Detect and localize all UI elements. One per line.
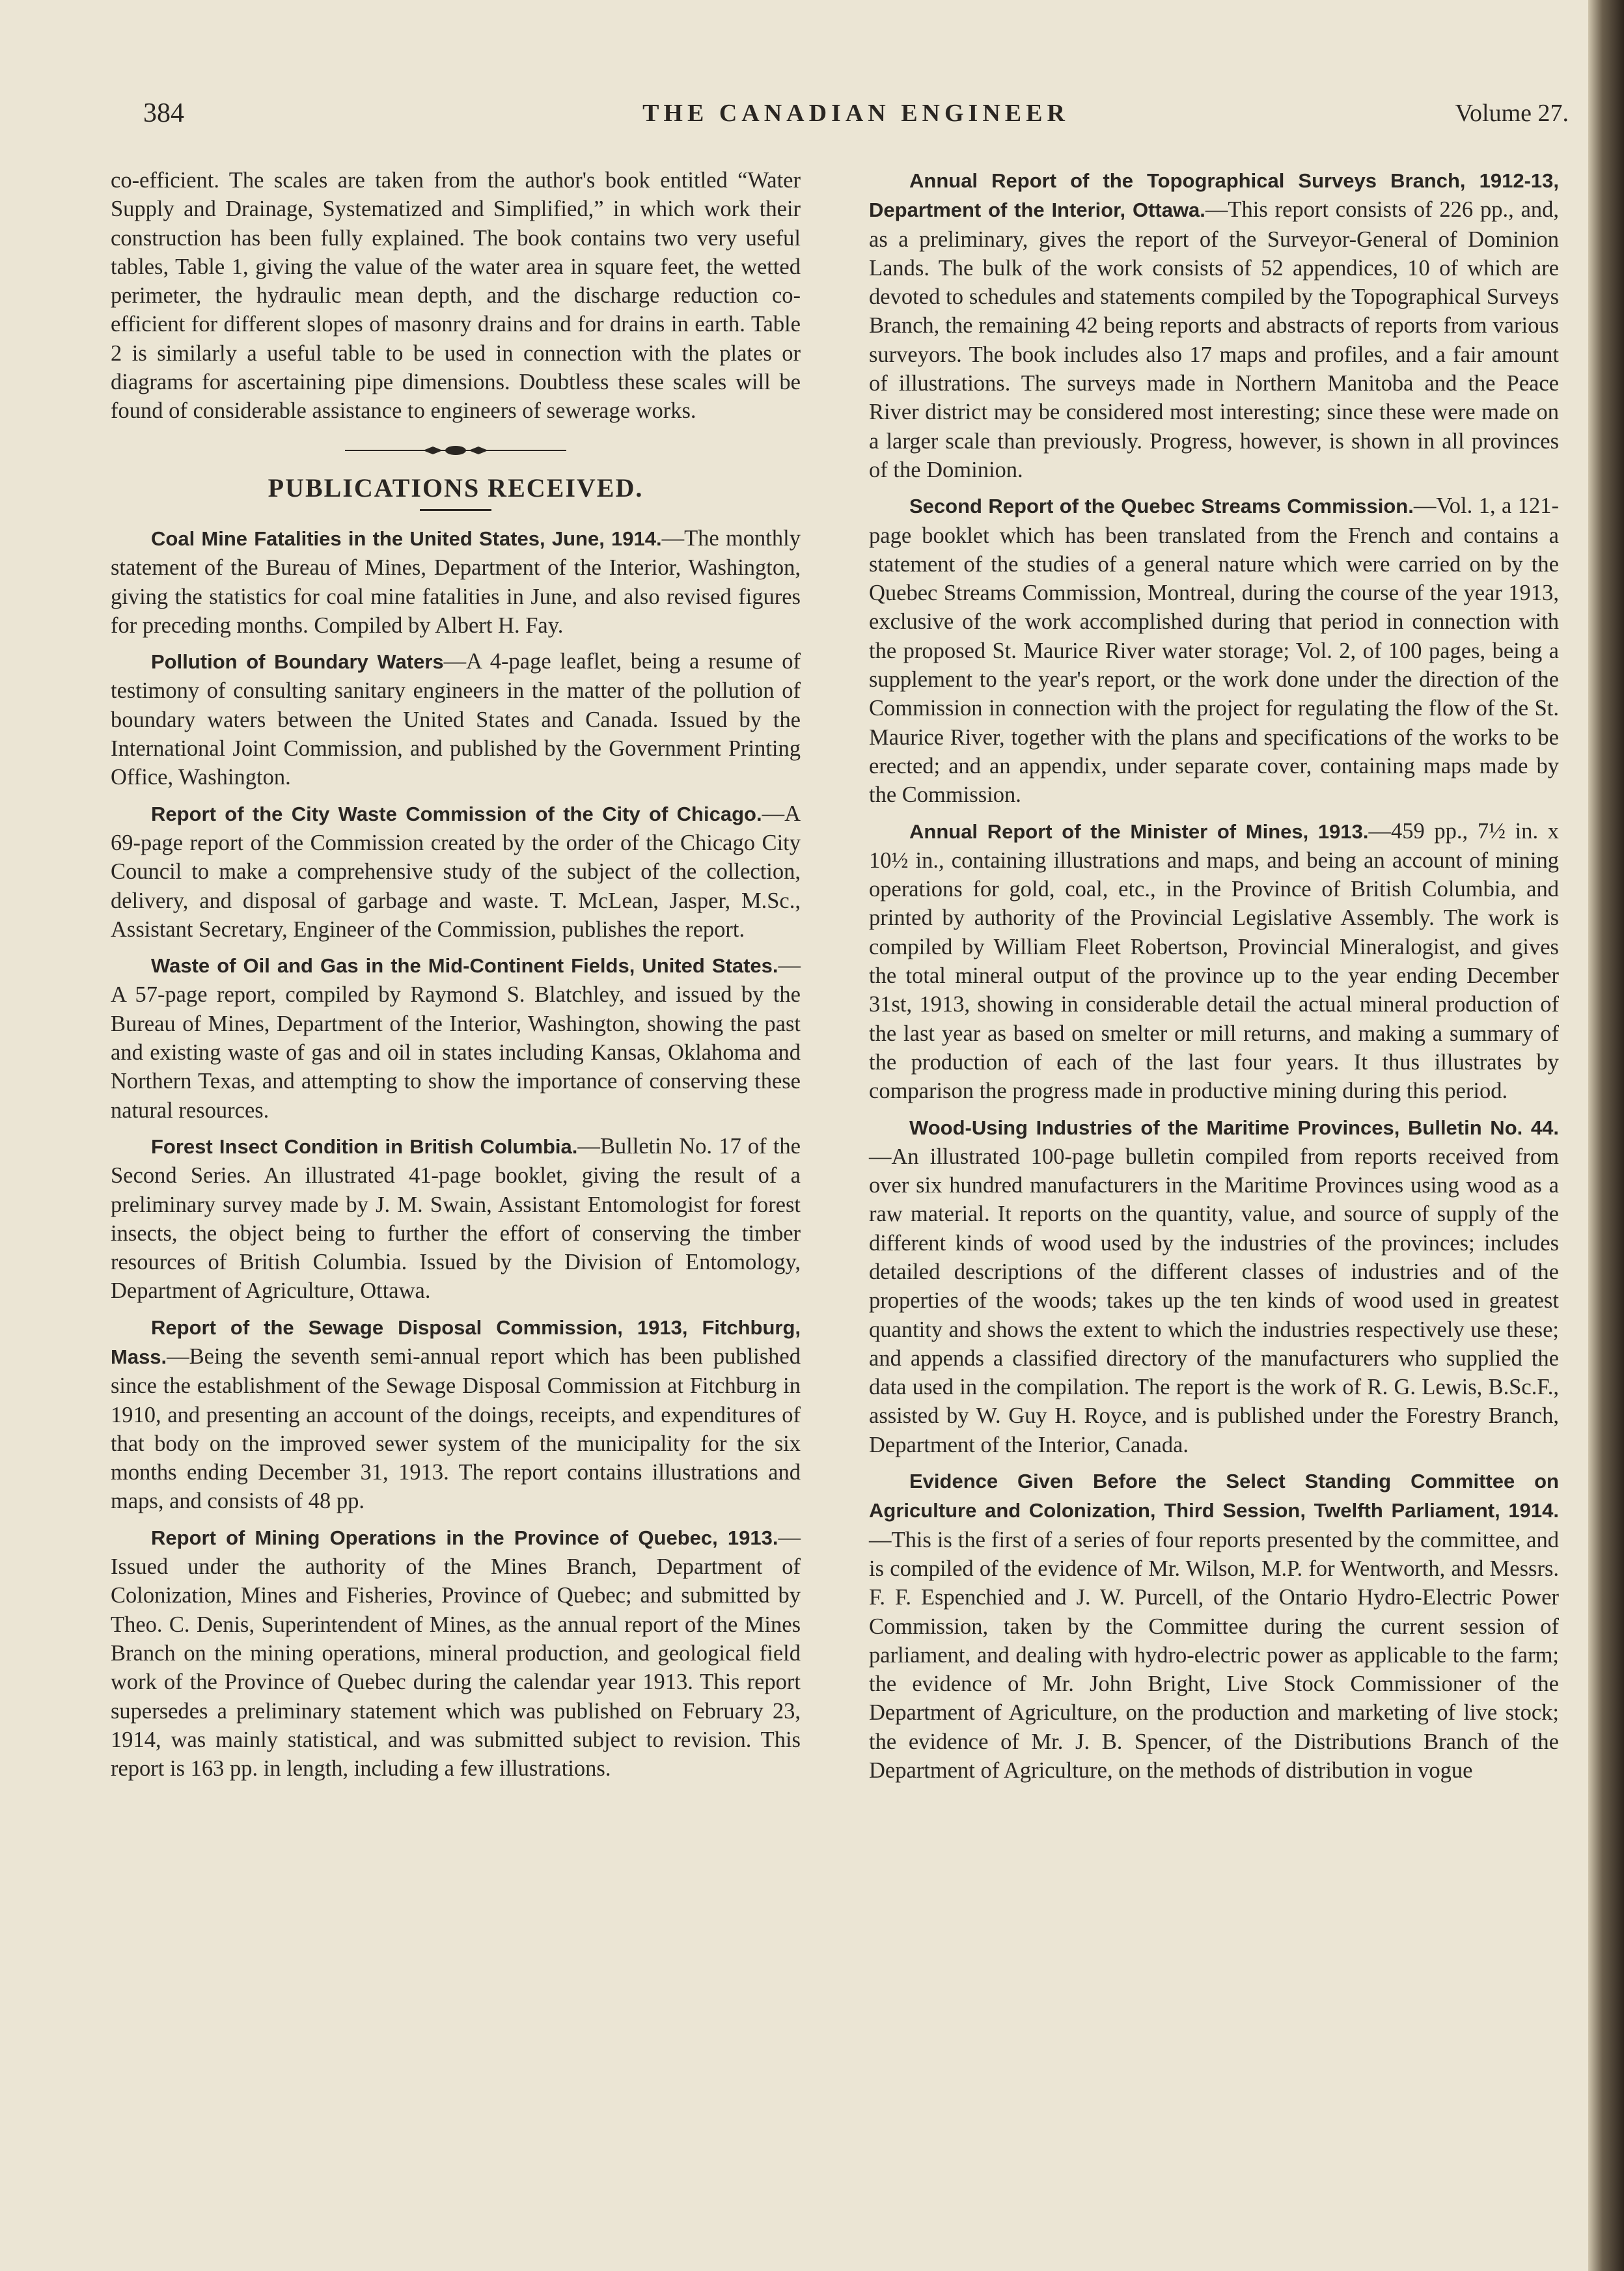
publication-entry bbox=[869, 166, 1559, 484]
entry-title: Forest Insect Condition in British Columbia. bbox=[151, 1135, 578, 1158]
entry-title: Wood-Using Industries of the Maritime Provinces, Bulletin No. 44. bbox=[909, 1116, 1559, 1139]
ornament-divider bbox=[111, 444, 801, 457]
entry-text: —An illustrated 100-page bulletin compiled from reports received from over six hundred manufacturers in the Maritime Provinces using wood as a raw material. It reports on the quantity, value, and source of supply of the different kinds of wood used by the industries of the provinces; includes detailed descriptions of the different classes of industries and of the properties of the woods; takes up the ten kinds of wood used in greatest quantity and shows the extent to which the industries respectively use these; and appends a classified directory of the manufacturers who supplied the data used in the compilation. The report is the work of R. G. Lewis, B.Sc.F., assisted by W. Guy H. Royce, and is published under the Forestry Branch, Department of the Interior, Canada. bbox=[869, 1144, 1559, 1457]
right-column bbox=[869, 166, 1559, 1792]
entry-title: Annual Report of the Topographical Surveys Branch, 1912-13, Department of the Interior, Ottawa. bbox=[869, 169, 1559, 222]
journal-title: THE CANADIAN ENGINEER bbox=[642, 100, 1069, 127]
publication-entry bbox=[111, 524, 801, 640]
entry-text: —This report consists of 226 pp., and, as a preliminary, gives the report of the Surveyor-General of Dominion Lands. The bulk of the work consists of 52 appendices, 10 of which are devoted to schedules and statements compiled by the Topographical Surveys Branch, the remaining 42 being reports and abstracts of reports from various surveyors. The book includes also 17 maps and profiles, and a fair amount of illustrations. The surveys made in Northern Manitoba and the Peace River district may be considered most interesting; since these were made on a larger scale than previously. Progress, however, is shown in all provinces of the Dominion. bbox=[869, 197, 1560, 482]
entry-title: Report of the City Waste Commission of the City of Chicago. bbox=[151, 802, 762, 825]
entry-text: —A 57-page report, compiled by Raymond S. Blatchley, and issued by the Bureau of Mines, Department of the Interior, Washington, showing the past and existing waste of gas and oil in states including Kansas, Oklahoma and Northern Texas, and attempting to show the importance of conserving these natural resources. bbox=[111, 953, 801, 1123]
publication-entry bbox=[111, 647, 801, 791]
entry-text: —A 69-page report of the Commission created by the order of the Chicago City Council to make a comprehensive study of the subject of the collection, delivery, and disposal of garbage and waste. T. McLean, Jasper, M.Sc., Assistant Secretary, Engineer of the Commission, publishes the report. bbox=[111, 801, 801, 942]
entry-title: Waste of Oil and Gas in the Mid-Continent Fields, United States. bbox=[151, 954, 778, 978]
publication-entry bbox=[111, 1313, 801, 1516]
entry-text: —Being the seventh semi-annual report which has been published since the establishment of the Sewage Disposal Commission at Fitchburg in 1910, and presenting an account of the doings, receipts, and expenditures of that body on the improved sewer system of the municipality for the six months ending December 31, 1913. The report contains illustrations and maps, and consists of 48 pp. bbox=[111, 1343, 801, 1514]
entry-title: Second Report of the Quebec Streams Commission. bbox=[909, 495, 1414, 518]
entry-title: Coal Mine Fatalities in the United States, June, 1914. bbox=[151, 527, 662, 550]
page-header bbox=[143, 98, 1569, 143]
entry-text: —This is the first of a series of four reports presented by the committee, and is compiled of the evidence of Mr. Wilson, M.P. for Wentworth, and Messrs. F. F. Espenchied and J. W. Purcell, of the Ontario Hydro-Electric Power Commission, taken by the Committee during the current session of parliament, and dealing with hydro-electric power as applicable to the farm; the evidence of Mr. John Bright, Live Stock Commissioner of the Department of Agriculture, on the production and marketing of live stock; the evidence of Mr. J. B. Spencer, of the Distributions Branch of the Department of Agriculture, on the methods of distribution in vogue bbox=[869, 1527, 1559, 1783]
book-spine-shadow bbox=[1588, 0, 1624, 2271]
publication-entry bbox=[111, 1132, 801, 1306]
ornament-icon bbox=[345, 444, 566, 457]
left-column bbox=[111, 166, 801, 1790]
entry-text: —459 pp., 7½ in. x 10½ in., containing illustrations and maps, and being an account of mining operations for gold, coal, etc., in the Province of British Columbia, and printed by authority of the Provincial Legislative Assembly. The work is compiled by William Fleet Robertson, Provincial Mineralogist, and gives the total mineral output of the province up to the year ending December 31st, 1913, showing in considerable detail the actual mineral production of the last year as based on smelter or mill returns, and making a summary of the production of each of the last four years. It thus illustrates by comparison the progress made in productive mining during this period. bbox=[869, 818, 1559, 1104]
entry-text: —Bulletin No. 17 of the Second Series. An illustrated 41-page booklet, giving the result of a preliminary survey made by J. M. Swain, Assistant Entomologist for forest insects, the object being to further the effort of conserving the timber resources of British Columbia. Issued by the Division of Entomology, Department of Agriculture, Ottawa. bbox=[111, 1133, 801, 1304]
entry-title: Annual Report of the Minister of Mines, 1913. bbox=[909, 819, 1369, 843]
heading-rule bbox=[420, 509, 491, 511]
publication-entry bbox=[111, 951, 801, 1125]
publication-entry bbox=[869, 1113, 1559, 1460]
entry-title: Pollution of Boundary Waters bbox=[151, 650, 444, 674]
entry-text: —A 4-page leaflet, being a resume of testimony of consulting sanitary engineers in the matter of the pollution of boundary waters between the United States and Canada. Issued by the International Joint Commission, and published by the Government Printing Office, Washington. bbox=[111, 649, 801, 790]
entry-title: Report of the Sewage Disposal Commission, 1913, Fitchburg, Mass. bbox=[111, 1315, 801, 1368]
publication-entry bbox=[111, 799, 801, 944]
entry-text: —Issued under the authority of the Mines Branch, Department of Colonization, Mines and Fisheries, Province of Quebec; and submitted by Theo. C. Denis, Superintendent of Mines, as the annual report of the Mines Branch on the mining operations, mineral production, and geological field work of the Province of Quebec during the calendar year 1913. This report supersedes a preliminary statement which was published on February 23, 1914, was mainly statistical, and was submitted subject to revision. This report is 163 pp. in length, including a few illustrations. bbox=[111, 1524, 801, 1782]
intro-paragraph: co-efficient. The scales are taken from the author's book entitled “Water Supply and Drainage, Systematized and Simplified,” in which work their construction has been fully explained. The book contains two very useful tables, Table 1, giving the value of the water area in square feet, the wetted perimeter, the hydraulic mean depth, and the discharge reduction co-efficient for different slopes of masonry drains and for drains in earth. Table 2 is similarly a useful table to be used in connection with the plates or diagrams for ascertaining pipe dimensions. Doubtless these scales will be found of considerable assistance to engineers of sewerage works. bbox=[111, 168, 801, 424]
entry-text: —Vol. 1, a 121-page booklet which has been translated from the French and contains a statement of the studies of a general nature which were carried on by the Quebec Streams Commission, Montreal, during the course of the year 1913, exclusive of the work accomplished during that period in connection with the proposed St. Maurice River water storage; Vol. 2, of 100 pages, being a supplement to the year's report, or the work done under the direction of the Commission in connection with the project for regulating the flow of the St. Maurice River, together with the plans and specifications of the works to be erected; and an appendix, under separate cover, containing maps made by the Commission. bbox=[869, 493, 1559, 808]
publication-entry bbox=[869, 491, 1559, 809]
publication-entry bbox=[869, 1466, 1559, 1785]
entry-text: —The monthly statement of the Bureau of Mines, Department of the Interior, Washington, giving the statistics for coal mine fatalities in June, and also revised figures for preceding months. Compiled by Albert H. Fay. bbox=[111, 525, 801, 638]
publication-entry bbox=[869, 817, 1559, 1106]
entry-title: Report of Mining Operations in the Province of Quebec, 1913. bbox=[151, 1526, 778, 1549]
section-heading: PUBLICATIONS RECEIVED. bbox=[268, 473, 644, 502]
entry-title: Evidence Given Before the Select Standing Committee on Agriculture and Colonization, Third Session, Twelfth Parliament, 1914. bbox=[869, 1470, 1559, 1522]
volume-label: Volume 27. bbox=[1455, 100, 1569, 127]
page-number: 384 bbox=[143, 98, 184, 128]
publication-entry bbox=[111, 1523, 801, 1783]
